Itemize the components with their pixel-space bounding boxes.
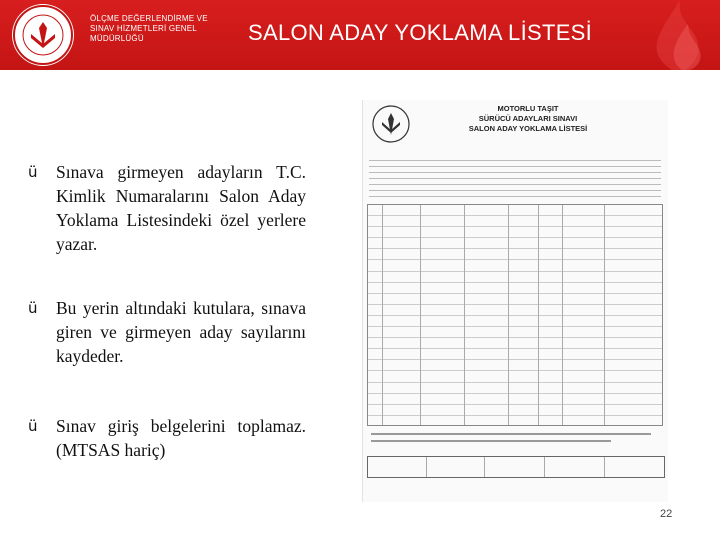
checkmark-icon: ü (28, 163, 38, 181)
org-line-3: MÜDÜRLÜĞÜ (90, 34, 144, 43)
form-title-line-3: SALON ADAY YOKLAMA LİSTESİ (468, 124, 588, 133)
form-title (443, 104, 613, 134)
meb-emblem-icon (12, 4, 74, 66)
bullet-item (28, 296, 306, 368)
form-candidate-table (367, 204, 663, 426)
org-line-2: SINAV HİZMETLERİ GENEL (90, 24, 197, 33)
form-info-lines (369, 160, 661, 202)
form-note-lines (371, 430, 661, 450)
bullet-item (28, 414, 306, 462)
bullet-text: Sınav giriş belgelerini toplamaz. (MTSAS hariç) (56, 416, 306, 460)
flame-decoration-icon (632, 0, 720, 70)
form-logo-icon (371, 104, 411, 144)
checkmark-icon: ü (28, 417, 38, 435)
slide-title: SALON ADAY YOKLAMA LİSTESİ (248, 20, 593, 45)
form-signature-table (367, 456, 665, 478)
bullet-text: Bu yerin altındaki kutulara, sınava giren ve girmeyen aday sayılarını kaydeder. (56, 298, 306, 366)
bullet-text: Sınava girmeyen adayların T.C. Kimlik Numaralarını Salon Aday Yoklama Listesindeki özel yerlere yazar. (56, 162, 306, 254)
checkmark-icon: ü (28, 299, 38, 317)
bullet-item (28, 160, 306, 256)
meb-logo (12, 4, 74, 66)
organization-name (90, 14, 240, 44)
org-line-1: ÖLÇME DEĞERLENDİRME VE (90, 14, 208, 23)
scanned-attendance-form (362, 100, 668, 502)
page-number: 22 (660, 508, 673, 520)
header-bar (0, 0, 720, 70)
bullet-list (28, 160, 306, 462)
form-title-line-1: MOTORLU TAŞIT (497, 104, 559, 113)
form-title-line-2: SÜRÜCÜ ADAYLARI SINAVI (478, 114, 578, 123)
